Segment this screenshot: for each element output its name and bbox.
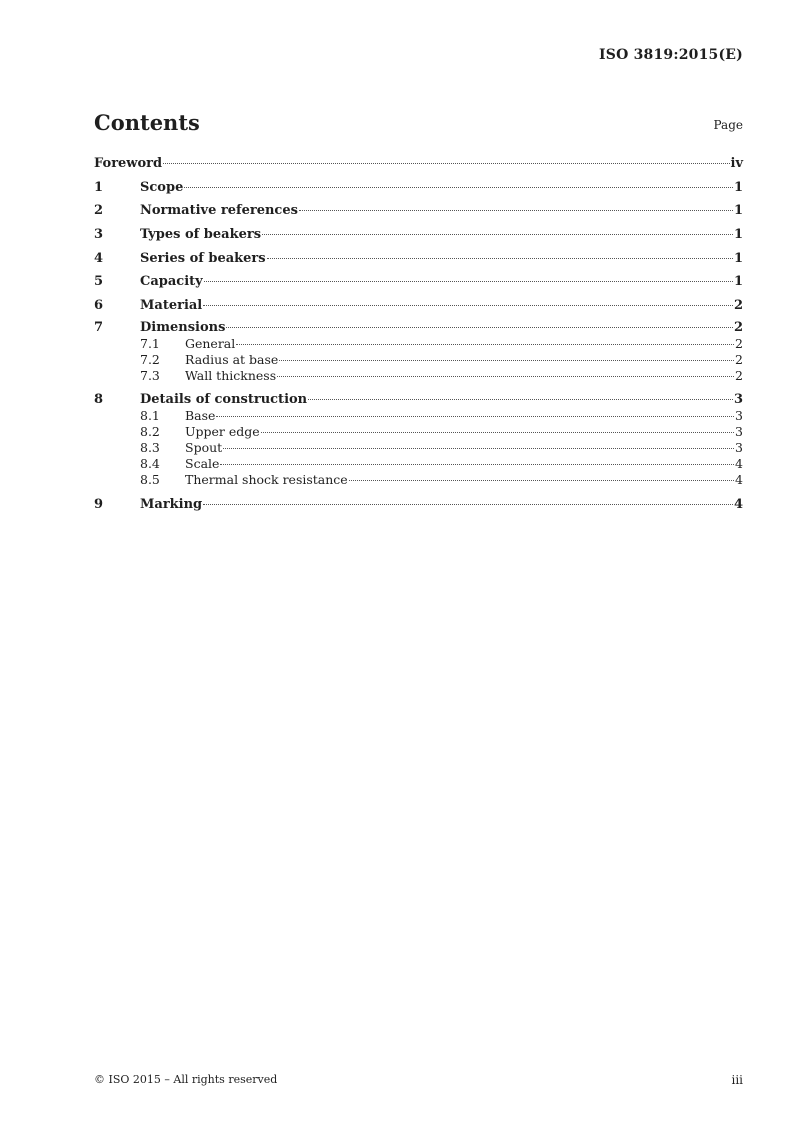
toc-entry-section-7[interactable] bbox=[94, 320, 743, 336]
toc-entry-page: 1 bbox=[733, 203, 743, 219]
dot-leader bbox=[277, 376, 734, 377]
toc-subentry-number: 8.1 bbox=[140, 407, 160, 423]
toc-subentry-number: 8.2 bbox=[140, 423, 160, 439]
toc-subentry-number: 7.1 bbox=[140, 335, 160, 351]
page-column-label: Page bbox=[713, 118, 743, 132]
toc-entry-number: 8 bbox=[94, 391, 104, 407]
section-spacer bbox=[94, 384, 743, 392]
dot-leader bbox=[204, 281, 733, 282]
toc-entry-label: Foreword bbox=[94, 156, 163, 171]
toc-entry-number: 5 bbox=[94, 274, 104, 290]
toc-subentry-7-1[interactable] bbox=[94, 336, 743, 352]
toc-subentry-8-5[interactable] bbox=[94, 472, 743, 488]
toc-subentry-label: Wall thickness bbox=[185, 367, 277, 383]
toc-subentry-8-1[interactable] bbox=[94, 408, 743, 424]
toc-entry-number: 2 bbox=[94, 203, 104, 219]
dot-leader bbox=[262, 234, 733, 235]
toc-subentry-number: 7.2 bbox=[140, 351, 160, 367]
dot-leader bbox=[267, 258, 733, 259]
toc-subentry-label: Thermal shock resistance bbox=[185, 471, 348, 487]
dot-leader bbox=[220, 464, 734, 465]
dot-leader bbox=[226, 327, 733, 328]
copyright-notice: © ISO 2015 – All rights reserved bbox=[94, 1073, 278, 1086]
toc-entry-page: 1 bbox=[733, 274, 743, 290]
toc-subentry-label: Radius at base bbox=[185, 351, 279, 367]
dot-leader bbox=[236, 344, 734, 345]
toc-subentry-8-3[interactable] bbox=[94, 440, 743, 456]
toc-entry-foreword[interactable] bbox=[94, 154, 743, 178]
dot-leader bbox=[203, 504, 733, 505]
dot-leader bbox=[299, 210, 733, 211]
toc-entry-section-5[interactable] bbox=[94, 272, 743, 296]
dot-leader bbox=[349, 480, 734, 481]
toc-entry-number: 3 bbox=[94, 227, 104, 243]
toc-entry-section-2[interactable] bbox=[94, 201, 743, 225]
toc-subentry-page: 4 bbox=[735, 455, 743, 471]
toc-entry-section-4[interactable] bbox=[94, 249, 743, 273]
toc-entry-section-1[interactable] bbox=[94, 178, 743, 202]
toc-subentry-page: 2 bbox=[735, 367, 743, 383]
toc-entry-section-8[interactable] bbox=[94, 392, 743, 408]
toc-entry-section-3[interactable] bbox=[94, 225, 743, 249]
toc-entry-label: Series of beakers bbox=[140, 250, 266, 266]
section-spacer bbox=[94, 488, 743, 496]
toc-entry-page: 1 bbox=[733, 227, 743, 243]
dot-leader bbox=[163, 163, 729, 164]
toc-entry-number: 4 bbox=[94, 250, 104, 266]
toc-entry-label: Material bbox=[140, 298, 203, 314]
toc-subentry-8-4[interactable] bbox=[94, 456, 743, 472]
toc-entry-label: Details of construction bbox=[140, 391, 308, 407]
toc-subentry-7-2[interactable] bbox=[94, 352, 743, 368]
toc-subentry-label: Base bbox=[185, 407, 216, 423]
table-of-contents bbox=[94, 154, 743, 519]
toc-entry-number: 6 bbox=[94, 298, 104, 314]
toc-subentry-page: 4 bbox=[735, 471, 743, 487]
dot-leader bbox=[308, 399, 733, 400]
toc-entry-page: 2 bbox=[733, 298, 743, 314]
dot-leader bbox=[184, 187, 733, 188]
toc-entry-label: Scope bbox=[140, 179, 184, 195]
toc-subentry-number: 8.3 bbox=[140, 439, 160, 455]
toc-entry-label: Dimensions bbox=[140, 319, 226, 335]
toc-entry-number: 7 bbox=[94, 319, 104, 335]
toc-entry-label: Normative references bbox=[140, 203, 298, 219]
toc-entry-label: Types of beakers bbox=[140, 227, 262, 243]
toc-entry-page: 1 bbox=[733, 250, 743, 266]
toc-entry-number: 9 bbox=[94, 497, 104, 513]
toc-entry-number: 1 bbox=[94, 179, 104, 195]
toc-entry-page: 3 bbox=[733, 391, 743, 407]
document-id: ISO 3819:2015(E) bbox=[599, 47, 743, 63]
contents-title: Contents bbox=[94, 110, 200, 135]
toc-entry-section-9[interactable] bbox=[94, 495, 743, 519]
dot-leader bbox=[261, 432, 734, 433]
toc-subentry-label: General bbox=[185, 335, 236, 351]
toc-subentry-page: 2 bbox=[735, 335, 743, 351]
toc-entry-page: 1 bbox=[733, 179, 743, 195]
toc-subentry-label: Upper edge bbox=[185, 423, 260, 439]
toc-subentry-7-3[interactable] bbox=[94, 368, 743, 384]
toc-subentry-number: 8.5 bbox=[140, 471, 160, 487]
toc-entry-page: iv bbox=[730, 156, 743, 171]
toc-entry-page: 4 bbox=[733, 497, 743, 513]
toc-entry-section-6[interactable] bbox=[94, 296, 743, 320]
page-number: iii bbox=[731, 1073, 743, 1087]
toc-subentry-number: 7.3 bbox=[140, 367, 160, 383]
toc-subentry-page: 3 bbox=[735, 407, 743, 423]
toc-entry-page: 2 bbox=[733, 319, 743, 335]
toc-subentry-number: 8.4 bbox=[140, 455, 160, 471]
dot-leader bbox=[279, 360, 734, 361]
toc-entry-label: Capacity bbox=[140, 274, 203, 290]
dot-leader bbox=[223, 448, 734, 449]
toc-subentry-page: 2 bbox=[735, 351, 743, 367]
dot-leader bbox=[203, 305, 733, 306]
toc-subentry-8-2[interactable] bbox=[94, 424, 743, 440]
toc-subentry-page: 3 bbox=[735, 439, 743, 455]
toc-subentry-page: 3 bbox=[735, 423, 743, 439]
toc-subentry-label: Spout bbox=[185, 439, 223, 455]
toc-subentry-label: Scale bbox=[185, 455, 220, 471]
dot-leader bbox=[216, 416, 734, 417]
toc-entry-label: Marking bbox=[140, 497, 203, 513]
